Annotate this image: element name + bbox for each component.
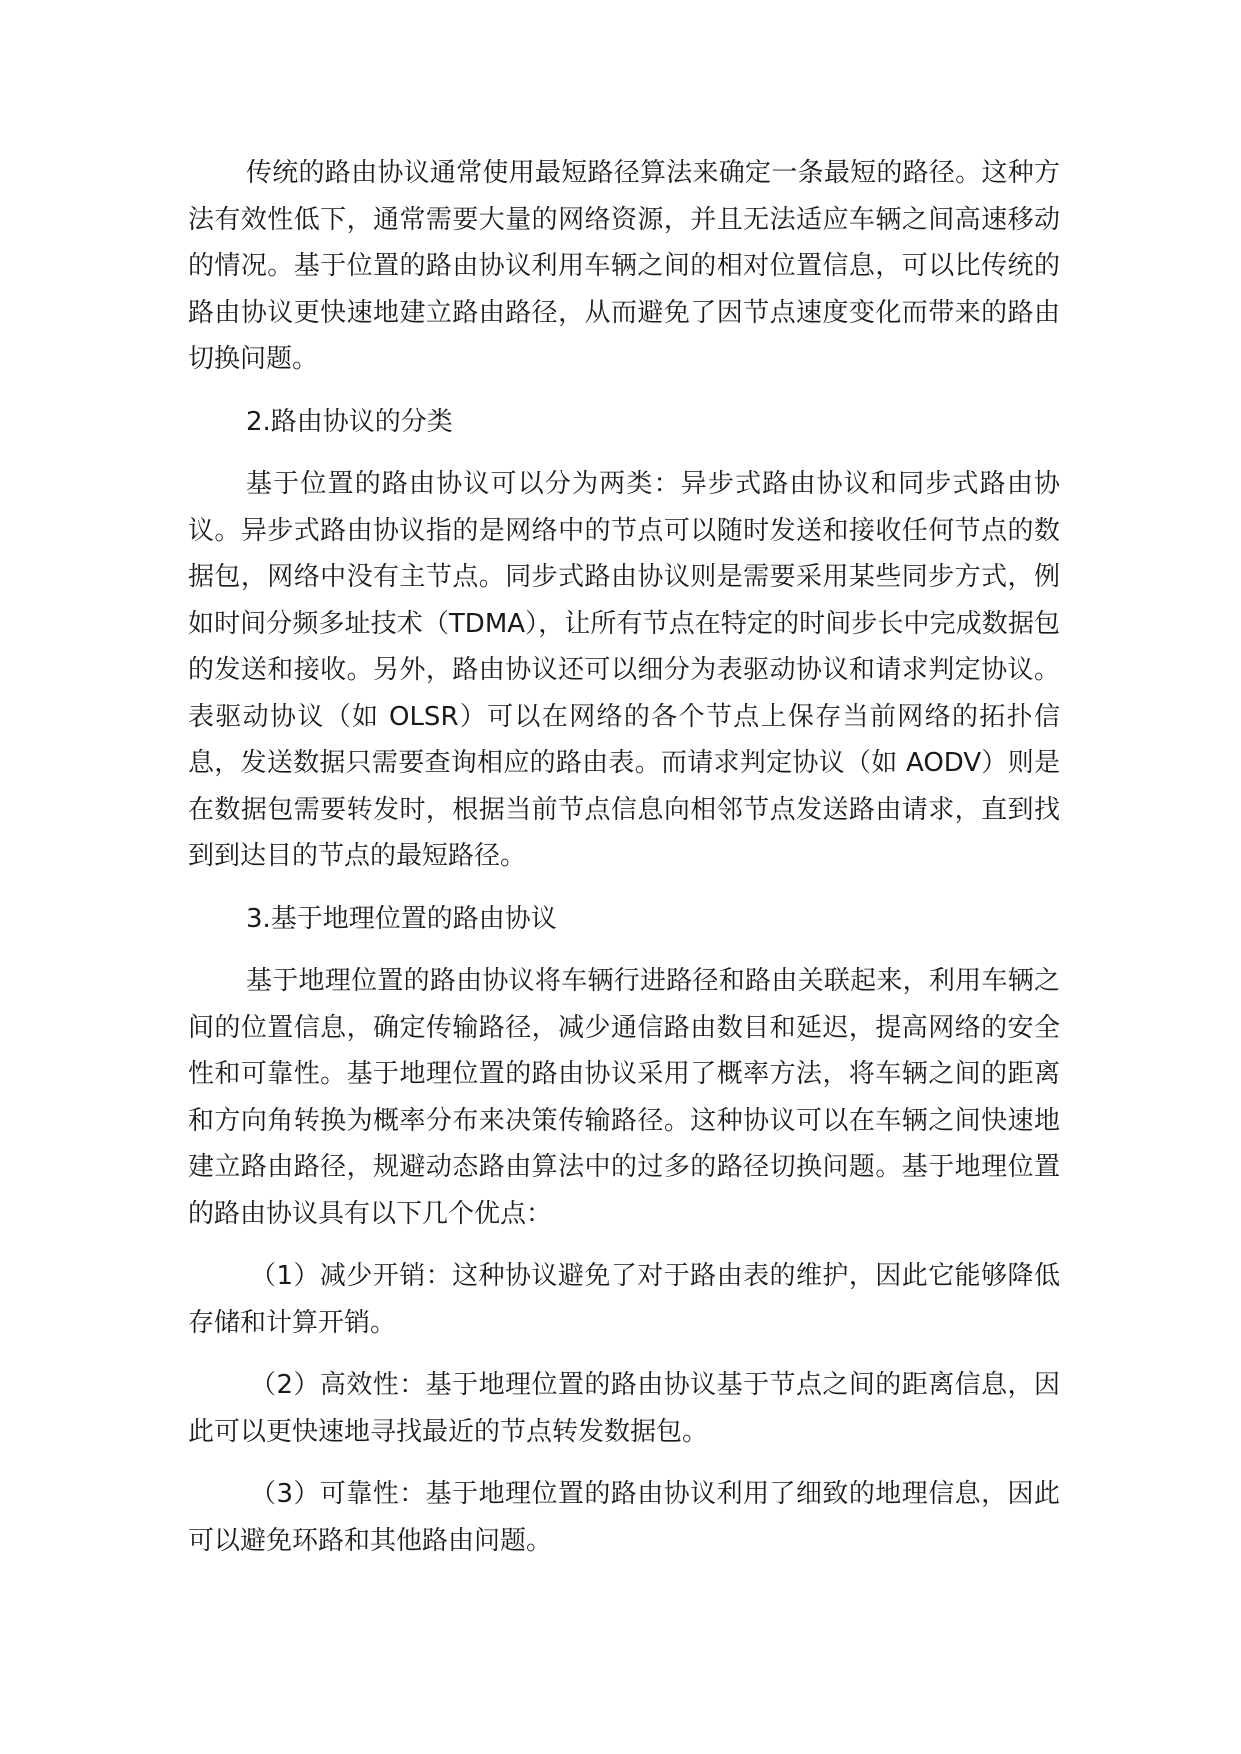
section-heading-classification: 2.路由协议的分类	[246, 406, 453, 437]
list-item-reliability: （3）可靠性：基于地理位置的路由协议利用了细致的地理信息，因此可以避免环路和其他路由问题。	[188, 1479, 1060, 1556]
paragraph-classification: 基于位置的路由协议可以分为两类：异步式路由协议和同步式路由协议。异步式路由协议指的是网络中的节点可以随时发送和接收任何节点的数据包，网络中没有主节点。同步式路由协议则是需要采用某些同步方式，例如时间分频多址技术（TDMA），让所有节点在特定的时间步长中完成数据包的发送和接收。另外，路由协议还可以细分为表驱动协议和请求判定协议。表驱动协议（如 OLSR）可以在网络的各个节点上保存当前网络的拓扑信息，发送数据只需要查询相应的路由表。而请求判定协议（如 AODV）则是在数据包需要转发时，根据当前节点信息向相邻节点发送路由请求，直到找到到达目的节点的最短路径。	[188, 469, 1060, 871]
section-heading-geographic-routing: 3.基于地理位置的路由协议	[246, 903, 557, 934]
document-page	[188, 150, 1060, 1580]
paragraph-traditional-routing: 传统的路由协议通常使用最短路径算法来确定一条最短的路径。这种方法有效性低下，通常需要大量的网络资源，并且无法适应车辆之间高速移动的情况。基于位置的路由协议利用车辆之间的相对位置信息，可以比传统的路由协议更快速地建立路由路径，从而避免了因节点速度变化而带来的路由切换问题。	[188, 158, 1060, 374]
list-item-efficiency: （2）高效性：基于地理位置的路由协议基于节点之间的距离信息，因此可以更快速地寻找最近的节点转发数据包。	[188, 1370, 1060, 1447]
paragraph-geographic-routing: 基于地理位置的路由协议将车辆行进路径和路由关联起来，利用车辆之间的位置信息，确定传输路径，减少通信路由数目和延迟，提高网络的安全性和可靠性。基于地理位置的路由协议采用了概率方法，将车辆之间的距离和方向角转换为概率分布来决策传输路径。这种协议可以在车辆之间快速地建立路由路径，规避动态路由算法中的过多的路径切换问题。基于地理位置的路由协议具有以下几个优点：	[188, 966, 1060, 1229]
list-item-reduce-overhead: （1）减少开销：这种协议避免了对于路由表的维护，因此它能够降低存储和计算开销。	[188, 1261, 1060, 1338]
